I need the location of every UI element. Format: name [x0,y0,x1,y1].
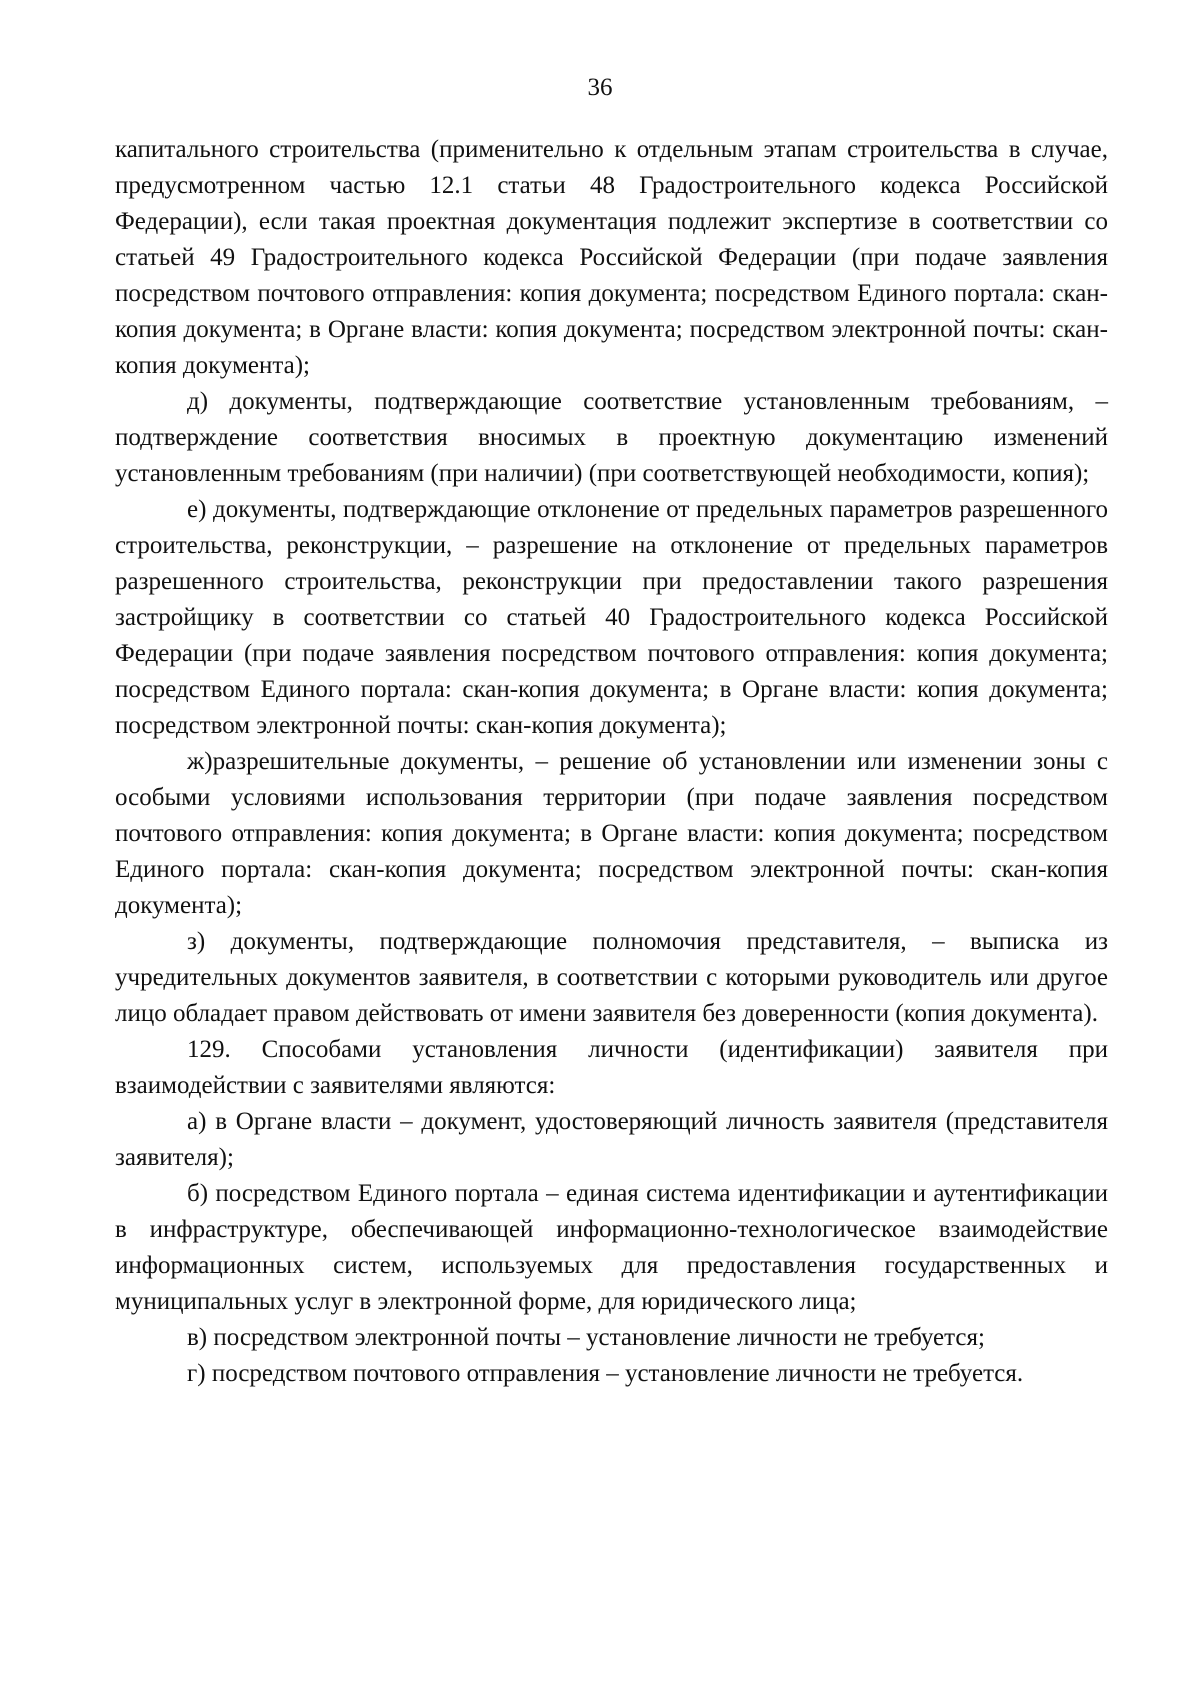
paragraph-continued-item-g: капитального строительства (применительно к отдельным этапам строительства в случае, предусмотренном частью 12.1 статьи 48 Градостроительного кодекса Российской Федерации), если такая проектная документация подлежит экспертизе в соответствии со статьей 49 Градостроительного кодекса Российской Федерации (при подаче заявления посредством почтового отправления: копия документа; посредством Единого портала: скан-копия документа; в Органе власти: копия документа; посредством электронной почты: скан-копия документа); [115,136,1108,379]
paragraph-item-v: в) посредством электронной почты – установление личности не требуется; [187,1324,985,1351]
paragraph-clause-129: 129. Способами установления личности (идентификации) заявителя при взаимодействии с заявителями являются: [115,1036,1108,1099]
paragraph-item-d: д) документы, подтверждающие соответствие установленным требованиям, – подтверждение соответствия вносимых в проектную документацию изменений установленным требованиям (при наличии) (при соответствующей необходимости, копия); [115,388,1108,487]
document-body [115,132,1108,1392]
paragraph-item-b: б) посредством Единого портала – единая система идентификации и аутентификации в инфраструктуре, обеспечивающей информационно-технологическое взаимодействие информационных систем, используемых для предоставления государственных и муниципальных услуг в электронной форме, для юридического лица; [115,1180,1108,1315]
paragraph-item-zh: ж)разрешительные документы, – решение об установлении или изменении зоны с особыми условиями использования территории (при подаче заявления посредством почтового отправления: копия документа; в Органе власти: копия документа; посредством Единого портала: скан-копия документа; посредством электронной почты: скан-копия документа); [115,748,1108,919]
paragraph-item-e: е) документы, подтверждающие отклонение от предельных параметров разрешенного строительства, реконструкции, – разрешение на отклонение от предельных параметров разрешенного строительства, реконструкции при предоставлении такого разрешения застройщику в соответствии со статьей 40 Градостроительного кодекса Российской Федерации (при подаче заявления посредством почтового отправления: копия документа; посредством Единого портала: скан-копия документа; в Органе власти: копия документа; посредством электронной почты: скан-копия документа); [115,496,1108,739]
page-number: 36 [587,74,613,101]
paragraph-item-g: г) посредством почтового отправления – установление личности не требуется. [187,1360,1024,1387]
paragraph-item-a: а) в Органе власти – документ, удостоверяющий личность заявителя (представителя заявителя); [115,1108,1108,1171]
paragraph-item-z: з) документы, подтверждающие полномочия представителя, – выписка из учредительных документов заявителя, в соответствии с которыми руководитель или другое лицо обладает правом действовать от имени заявителя без доверенности (копия документа). [115,928,1108,1027]
